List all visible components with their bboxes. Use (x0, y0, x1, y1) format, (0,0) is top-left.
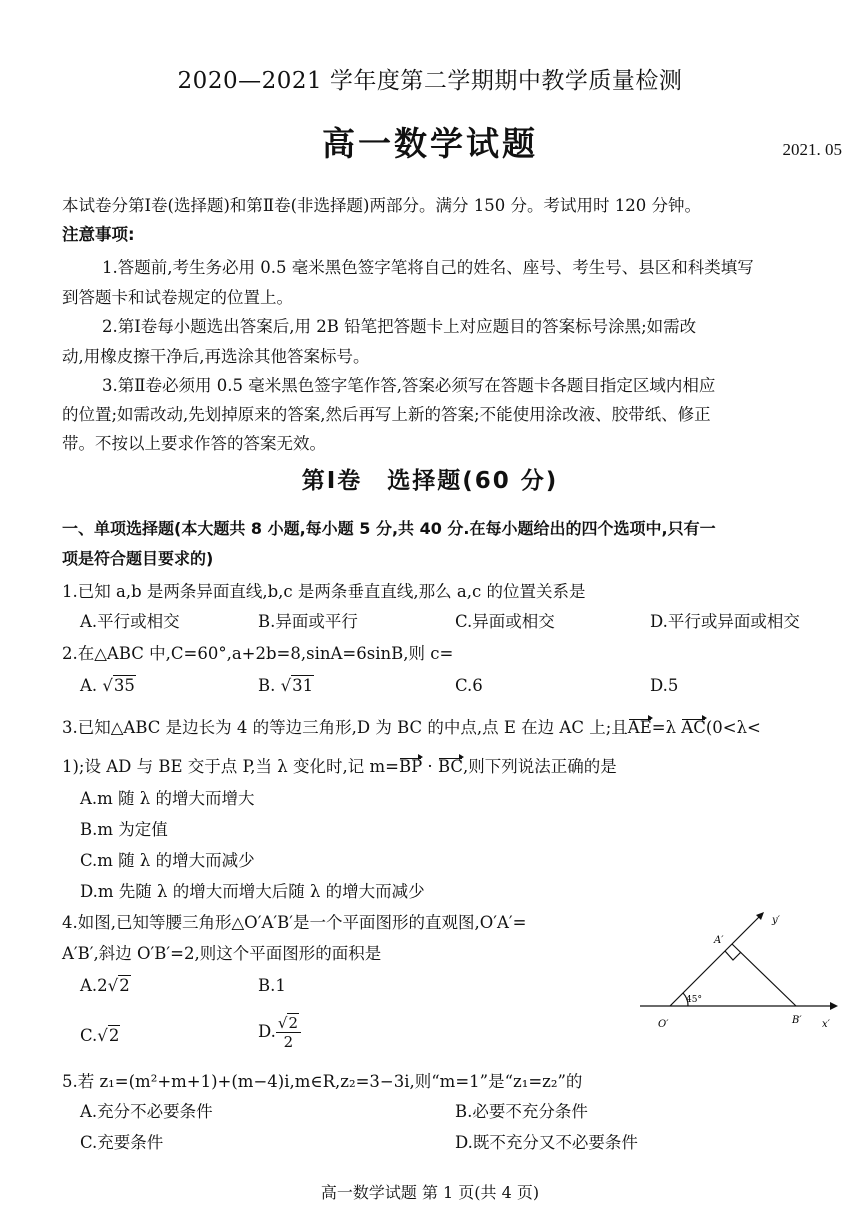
q4-option-d-label: D. (258, 1022, 276, 1041)
note-2-line-2: 动,用橡皮擦干净后,再选涂其他答案标号。 (62, 347, 370, 366)
label-o-prime: O′ (658, 1019, 669, 1030)
note-2-line-1: 2.第Ⅰ卷每小题选出答案后,用 2B 铅笔把答题卡上对应题目的答案标号涂黑;如需改 (102, 317, 697, 336)
note-3-line-3: 带。不按以上要求作答的答案无效。 (62, 434, 326, 453)
q2-option-a: A. √35 (80, 676, 135, 695)
exam-title: 2020—2021 学年度第二学期期中教学质量检测 (177, 68, 683, 94)
q2-option-b: B. √31 (258, 676, 314, 695)
q4-option-a: A.2√2 (80, 976, 130, 995)
q2-stem: 2.在△ABC 中,C=60°,a+2b=8,sinA=6sinB,则 c= (62, 644, 454, 663)
q1-option-a: A.平行或相交 (80, 612, 180, 631)
q3-option-b: B.m 为定值 (80, 820, 168, 839)
q5-option-d: D.既不充分又不必要条件 (455, 1133, 638, 1152)
fraction (276, 1014, 301, 1051)
note-1-line-1: 1.答题前,考生务必用 0.5 毫米黑色签字笔将自己的姓名、座号、考生号、县区和科类填写 (102, 258, 754, 277)
q3-stem-end: ,则下列说法正确的是 (463, 757, 617, 776)
notes-title: 注意事项: (62, 225, 135, 244)
page-footer: 高一数学试题 第 1 页(共 4 页) (320, 1183, 540, 1202)
q4-option-c-radicand: 2 (108, 1026, 120, 1045)
label-a-prime: A′ (714, 935, 724, 946)
q1-option-d: D.平行或异面或相交 (650, 612, 800, 631)
q1-option-b: B.异面或平行 (258, 612, 358, 631)
vector-bp: BP (398, 757, 423, 776)
q4-stem-line-1: 4.如图,已知等腰三角形△O′A′B′是一个平面图形的直观图,O′A′= (62, 913, 527, 932)
subject-title: 高一数学试题 (322, 124, 538, 163)
q2-option-b-radicand: 31 (292, 676, 314, 695)
q5-stem: 5.若 z₁=(m²+m+1)+(m−4)i,m∈R,z₂=3−3i,则“m=1”是“z₁=z₂”的 (62, 1072, 583, 1091)
q3-option-d: D.m 先随 λ 的增大而增大后随 λ 的增大而减少 (80, 882, 425, 901)
triangle-side-ab (732, 944, 796, 1006)
note-3-line-2: 的位置;如需改动,先划掉原来的答案,然后再写上新的答案;不能使用涂改液、胶带纸、修正 (62, 405, 711, 424)
q3-option-c: C.m 随 λ 的增大而减少 (80, 851, 255, 870)
note-3-line-1: 3.第Ⅱ卷必须用 0.5 毫米黑色签字笔作答,答案必须写在答题卡各题目指定区域内相应 (102, 376, 716, 395)
q2-option-c: C.6 (455, 676, 483, 695)
oblique-projection-figure (630, 905, 845, 1035)
exam-date: 2021. 05 (782, 140, 842, 159)
section-title: 第Ⅰ卷 选择题(60 分) (301, 468, 559, 494)
y-axis-line (670, 916, 760, 1006)
angle-label: 45° (686, 995, 702, 1005)
q1-stem: 1.已知 a,b 是两条异面直线,b,c 是两条垂直直线,那么 a,c 的位置关系是 (62, 582, 586, 601)
q2-option-b-label: B. (258, 676, 281, 695)
part-1-instructions-line-2: 项是符合题目要求的) (62, 549, 214, 568)
q3-lambda: =λ (651, 718, 682, 737)
q4-option-c-label: C. (80, 1026, 98, 1045)
vector-bc: BC (437, 757, 463, 776)
fraction-denominator: 2 (283, 1033, 294, 1051)
x-axis-arrow (830, 1002, 838, 1010)
q5-option-b: B.必要不充分条件 (455, 1102, 588, 1121)
label-b-prime: B′ (792, 1015, 802, 1026)
q2-option-d: D.5 (650, 676, 679, 695)
part-1-instructions-line-1: 一、单项选择题(本大题共 8 小题,每小题 5 分,共 40 分.在每小题给出的四个选项中,只有一 (62, 519, 716, 538)
fraction-numerator: √2 (276, 1014, 301, 1033)
q4-option-a-label: A.2 (80, 976, 108, 995)
label-y-prime: y′ (772, 915, 780, 926)
q4-option-b: B.1 (258, 976, 286, 995)
q2-option-a-radicand: 35 (113, 676, 135, 695)
right-angle-marker (725, 951, 741, 960)
q4-option-d (258, 1014, 301, 1051)
paper-description: 本试卷分第Ⅰ卷(选择题)和第Ⅱ卷(非选择题)两部分。满分 150 分。考试用时 120 分钟。 (62, 196, 701, 215)
q3-stem-line-1 (62, 714, 761, 738)
q3-range-start: (0<λ< (705, 718, 761, 737)
label-x-prime: x′ (822, 1019, 830, 1030)
q2-option-a-label: A. (80, 676, 103, 695)
dot-product-symbol: · (422, 757, 438, 776)
vector-ac: AC (681, 718, 706, 737)
q3-stem-b: 1);设 AD 与 BE 交于点 P,当 λ 变化时,记 m= (62, 757, 399, 776)
q3-stem-line-2 (62, 753, 617, 777)
q5-option-c: C.充要条件 (80, 1133, 164, 1152)
q1-option-c: C.异面或相交 (455, 612, 555, 631)
note-1-line-2: 到答题卡和试卷规定的位置上。 (62, 288, 293, 307)
q4-option-c: C.√2 (80, 1026, 120, 1045)
q4-stem-line-2: A′B′,斜边 O′B′=2,则这个平面图形的面积是 (62, 944, 382, 963)
fraction-numerator-radicand: 2 (288, 1014, 298, 1032)
q3-stem-a: 3.已知△ABC 是边长为 4 的等边三角形,D 为 BC 的中点,点 E 在边 AC 上;且 (62, 718, 628, 737)
q4-option-a-radicand: 2 (119, 976, 130, 995)
vector-ae: AE (627, 718, 652, 737)
q5-option-a: A.充分不必要条件 (80, 1102, 213, 1121)
q3-option-a: A.m 随 λ 的增大而增大 (80, 789, 255, 808)
